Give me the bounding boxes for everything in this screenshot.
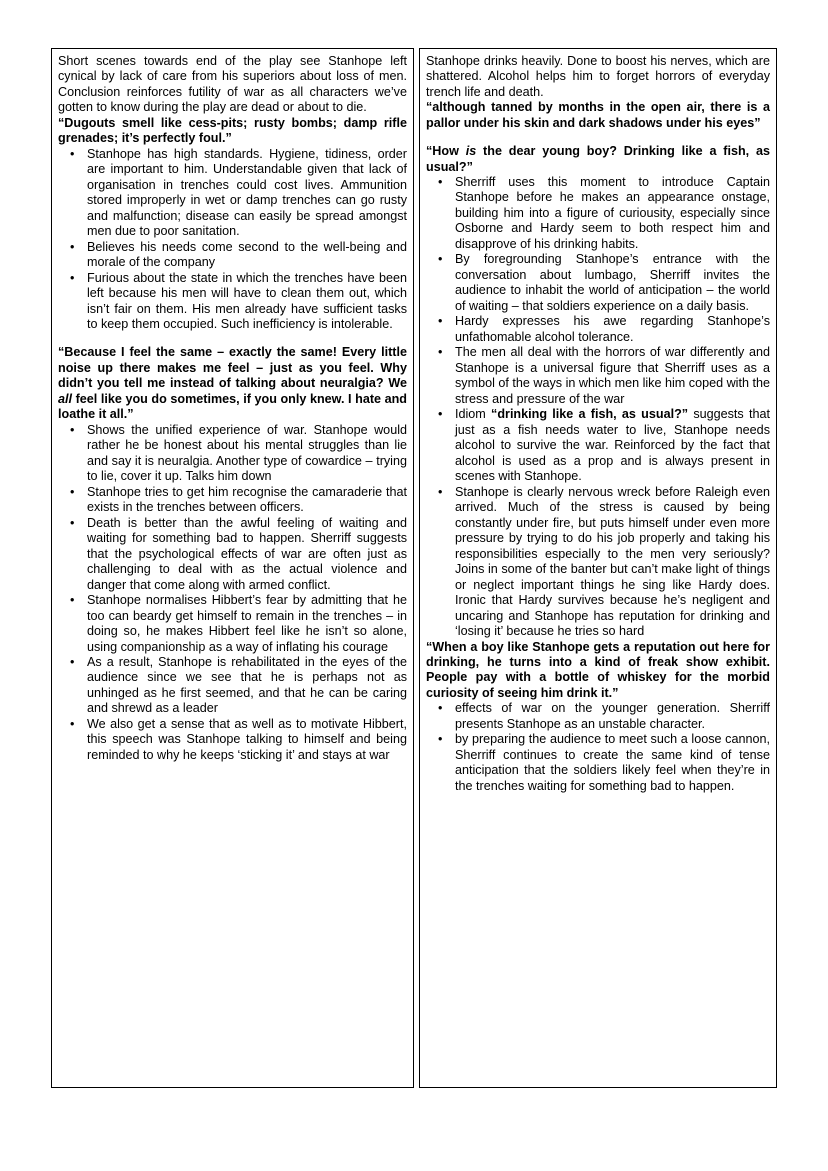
list-item: • by preparing the audience to meet such a loose cannon, Sherriff continues to create the same kind of tense anticipation that the soldiers likely feel when they’re in the trenches waiting for something bad to happen. [426, 732, 770, 794]
list-item: • Stanhope has high standards. Hygiene, tidiness, order are important to him. Understandable given that lack of organisation in trenches could cost lives. Ammunition stored improperly in wet or damp trenches can go rusty and malfunction; disease can easily be spread amongst men due to poor sanitation. [58, 147, 407, 240]
quote-heading-although-tanned: “although tanned by months in the open air, there is a pallor under his skin and dark shadows under his eyes” [426, 100, 770, 130]
quote-text-after: the dear young boy? Drinking like a fish, as usual?” [426, 144, 770, 174]
list-item: • effects of war on the younger generation. Sherriff presents Stanhope as an unstable character. [426, 701, 770, 732]
bullet-list-when-a-boy-like-stanhope [426, 701, 770, 794]
quote-heading-when-a-boy-like-stanhope: “When a boy like Stanhope gets a reputation out here for drinking, he turns into a kind of freak show exhibit. People pay with a bottle of whiskey for the morbid curiosity of seeing him drink it.” [426, 639, 770, 700]
bullet-list-dugouts [58, 147, 407, 333]
paragraph-drinks-heavily: Stanhope drinks heavily. Done to boost his nerves, which are shattered. Alcohol helps him to forget horrors of everyday trench life and death. [426, 54, 770, 99]
quote-heading-because-i-feel-the-same [58, 345, 407, 422]
paragraph-intro: Short scenes towards end of the play see Stanhope left cynical by lack of care from his superiors about loss of men. Conclusion reinforces futility of war as all characters we’ve gotten to know during the play are dead or about to die. [58, 54, 407, 115]
quote-heading-how-is-the-dear-young-boy [426, 144, 770, 175]
quote-heading-dugouts: “Dugouts smell like cess-pits; rusty bombs; damp rifle grenades; it’s perfectly foul.” [58, 115, 407, 146]
list-item: • As a result, Stanhope is rehabilitated in the eyes of the audience since we see that he is perhaps not as unhinged as he first seemed, and that he can be caring and shrewd as a leader [58, 655, 407, 717]
bullet-list-because-i-feel-the-same [58, 423, 407, 764]
list-item: • Believes his needs come second to the well-being and morale of the company [58, 240, 407, 271]
quote-text-before: “Because I feel the same – exactly the same! Every little noise up there makes me feel – just as you feel. Why didn’t you tell me instead of talking about neuralgia? We [58, 345, 407, 391]
table-cell-left [51, 48, 414, 1088]
idiom-text-after: suggests that just as a fish needs water to live, Stanhope needs alcohol to survive the war. Reinforced by the fact that alcohol is used as a prop and is always present in scenes with Stanhope. [455, 407, 770, 484]
blank-line-spacer [426, 131, 770, 144]
list-item: • Hardy expresses his awe regarding Stanhope’s unfathomable alcohol tolerance. [426, 314, 770, 345]
quote-text-after: feel like you do sometimes, if you only knew. I hate and loathe it all.” [58, 391, 407, 422]
list-item: • Sherriff uses this moment to introduce Captain Stanhope before he makes an appearance onstage, building him into a figure of curiousity, especially since Osborne and Hardy seem to both respect him and disapprove of his drinking habits. [426, 175, 770, 252]
list-item: • Furious about the state in which the trenches have been left because his men will have to clean them out, which isn’t fair on them. His men already have sufficient tasks to keep them occupied. Such inefficiency is intolerable. [58, 271, 407, 333]
list-item: • Stanhope normalises Hibbert’s fear by admitting that he too can beardy get himself to remain in the trenches – in doing so, he makes Hibbert feel like he isn’t so alone, using companionship as a way of inflating his courage [58, 593, 407, 655]
blank-line-spacer [58, 333, 407, 346]
list-item: • The men all deal with the horrors of war differently and Stanhope is a universal figure that Sherriff uses as a symbol of the ways in which men like him coped with the stress and pressure of the war [426, 345, 770, 407]
table-cell-right [419, 48, 777, 1088]
list-item: • Shows the unified experience of war. Stanhope would rather he be honest about his mental struggles than lie and say it is neuralgia. Another type of cowardice – trying to lie, cover it up. Talks him down [58, 423, 407, 485]
idiom-text-before: Idiom [455, 407, 492, 422]
list-item: • By foregrounding Stanhope’s entrance with the conversation about lumbago, Sherriff invites the audience to inhabit the world of anticipation – the world of waiting – that soldiers experience on a daily basis. [426, 252, 770, 314]
idiom-bold-quote: “drinking like a fish, as usual?” [491, 407, 689, 422]
bullet-list-how-is-the-dear-young-boy [426, 175, 770, 640]
quote-italic-word: all [58, 391, 73, 406]
list-item: • Stanhope is clearly nervous wreck before Raleigh even arrived. Much of the stress is caused by being constantly under fire, but puts himself under even more pressure by trying to do his job properly and taking his responsibilities especially to the men very seriously? Joins in some of the banter but can’t make light of things or neglect important things he sing like Hardy does. Ironic that Hardy survives because he’s negligent and uncaring and Stanhope has reputation for drinking and ‘losing it’ because he tries so hard [426, 485, 770, 640]
quote-text-before: “How [426, 144, 466, 159]
list-item: • Death is better than the awful feeling of waiting and waiting for something bad to happen. Sherriff suggests that the psychological effects of war are often just as challenging to deal with as the actual violence and danger that come along with armed conflict. [58, 516, 407, 593]
quote-italic-word: is [465, 144, 477, 159]
list-item: • Stanhope tries to get him recognise the camaraderie that exists in the trenches between officers. [58, 485, 407, 516]
list-item-idiom [426, 407, 770, 484]
two-column-table [51, 48, 777, 1088]
list-item: • We also get a sense that as well as to motivate Hibbert, this speech was Stanhope talking to himself and being reminded to why he keeps ‘sticking it’ and stays at war [58, 717, 407, 763]
